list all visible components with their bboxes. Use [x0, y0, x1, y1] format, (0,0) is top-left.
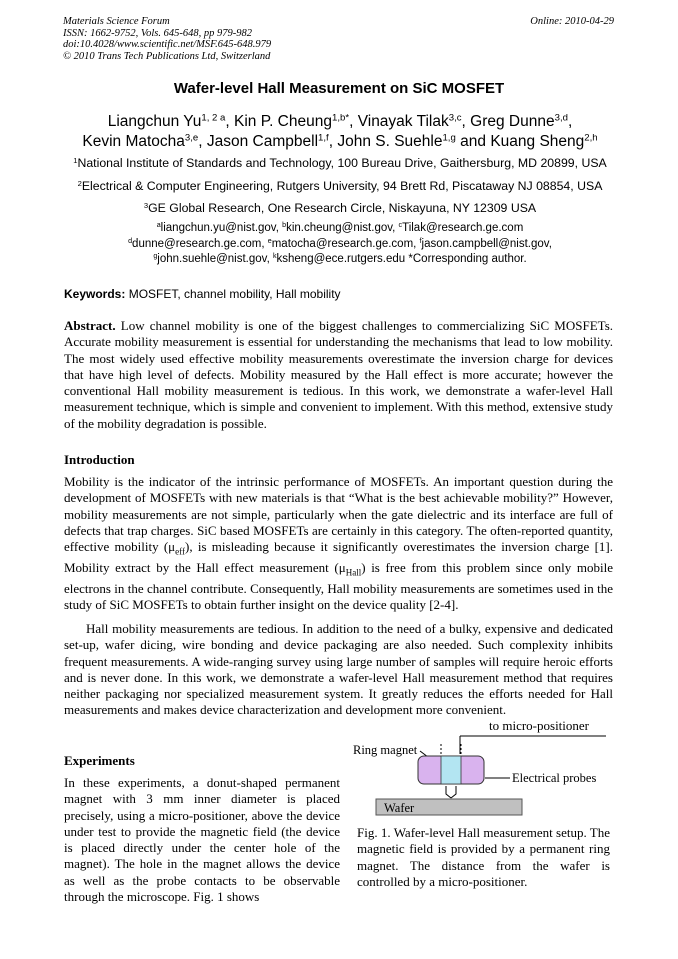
affiliation-sup: 3 — [143, 200, 149, 210]
author-list: Liangchun $Yu^{1, 2 a}$, Kin P. Cheung$^{1,b*}$, Vinayak Tilak$^{3,c}$, Greg Dunne$^{3,d}$, Kevin Matocha$^{3,e}$, Jason Campbell$^{1,f}$, John S. Suehle$^{1,g}$ and Kuang Sheng$^{2,h}$ — [82, 112, 598, 150]
positioner-label: to micro-positioner — [489, 718, 590, 733]
author-name: Kin P. Cheung — [234, 113, 332, 130]
intro-text: ), is misleading because it significantly overestimates the inversion charge [1]. Mobility extract by the Hall effect measurement (μ — [64, 539, 613, 576]
email-sup: f — [419, 236, 422, 245]
wafer-label: Wafer — [384, 801, 415, 815]
corresponding-note: *Corresponding author. — [408, 253, 527, 265]
probe-left — [446, 786, 451, 798]
affiliation-text: National Institute of Standards and Technology, 100 Bureau Drive, Gaithersburg, MD 20899, USA — [77, 156, 607, 170]
probe-right — [451, 786, 456, 798]
abstract-label: Abstract. — [64, 318, 116, 333]
email-link[interactable]: jason.campbell@nist.gov — [421, 237, 549, 250]
copyright-line: © 2010 Trans Tech Publications Ltd, Switzerland — [63, 50, 271, 62]
email-sup: k — [272, 252, 277, 261]
email-sup: e — [267, 236, 272, 245]
email-sup: c — [398, 221, 403, 230]
experiments-heading: Experiments — [64, 753, 135, 768]
author-name: John S. Suehle — [337, 133, 443, 150]
mu-hall-subscript: Hall — [345, 567, 362, 578]
introduction-heading: Introduction — [64, 452, 135, 467]
intro-text: Mobility is the indicator of the intrinsic performance of MOSFETs. An important question during the development of MOSFETs with new materials is that “What is the best achievable mobility?” However, mobility measurements are not simple, particularly when the gate dielectric and its interface are full of defects that trap charges. SiC based MOSFETs are certainly in this category. The often-reported quantity, effective mobility (μ — [64, 474, 613, 555]
keywords — [64, 287, 341, 301]
journal-header — [63, 16, 271, 62]
journal-name: Materials Science Forum — [63, 16, 170, 27]
affiliation-3 — [20, 201, 660, 215]
email-link[interactable]: Tilak@research.ge.com — [402, 222, 524, 234]
author-sup: 1,g — [442, 132, 456, 144]
affiliation-text: GE Global Research, One Research Circle, Niskayuna, NY 12309 USA — [148, 201, 537, 215]
paper-title: Wafer-level Hall Measurement on SiC MOSFET — [173, 80, 505, 97]
author-name: Jason Campbell — [206, 133, 319, 150]
email-link[interactable]: dunne@research.ge.com — [132, 237, 262, 250]
author-name: Kuang Sheng — [490, 133, 585, 150]
email-sup: a — [156, 221, 161, 230]
magnet-center-hole — [441, 756, 461, 784]
email-list: $^a$liangchun.yu@nist.gov, $^b$kin.cheung@nist.gov, $^c$Tilak@research.ge.com $^d$dunne@research.ge.com, $^e$matocha@research.ge.com, $^f$jason.campbell@nist.gov, $^g$john.suehle@nist.gov, $^k$ksheng@ece.rutgers.edu *Corresponding author. — [128, 221, 552, 265]
intro-text: ) is free from this problem since only mobile electrons in the channel contribute. Consequently, Hall mobility measurements are sometimes used in the study of SiC MOSFETs to obtain further insight on the device quality [2-4]. — [64, 560, 613, 613]
introduction-paragraph-1 — [64, 474, 613, 614]
abstract — [64, 318, 613, 432]
doi-line: doi:10.4028/www.scientific.net/MSF.645-648.979 — [63, 39, 272, 50]
introduction-paragraph-2: Hall mobility measurements are tedious. In addition to the need of a bulky, expensive and dedicated set-up, wafer dicing, wire bonding and device packaging are also needed. Such complexity inhibits frequent measurements. A wide-ranging survey using large number of samples will require heroic efforts and is never done. In this work, we demonstrate a wafer-level Hall measurement method that requires neither packaging nor specialized measurement system. It greatly reduces the efforts needed for Hall measurements and makes device characterization and development more convenient. — [64, 621, 613, 718]
author-sup: 1,f — [318, 132, 329, 144]
affiliation-1 — [20, 156, 660, 170]
affiliation-sup: 2 — [77, 178, 82, 188]
author-sup: 3,d — [554, 112, 568, 124]
author-sup: 2,h — [584, 132, 598, 144]
author-name: Greg Dunne — [470, 113, 555, 130]
affiliation-sup: 1 — [73, 155, 78, 165]
author-sup: 3,e — [184, 132, 199, 144]
abstract-text: Low channel mobility is one of the biggest challenges to commercializing SiC MOSFETs. Accurate mobility measurement is essential for understanding the mechanisms that lead to low mobility. The most widely used effective mobility measurements overestimate the inversion charge for devices that have high level of defects. Mobility measured by the Hall effect is more accurate; however the conventional Hall mobility measurement is tedious. In this work, we demonstrate a wafer-level Hall measurement technique, which is simple and convenient to implement. With this method, extensive study of the mobility degradation is possible. — [64, 318, 613, 431]
email-sup: d — [128, 236, 133, 245]
author-sup: 1, 2 a — [201, 112, 226, 124]
figure-1-diagram — [350, 716, 618, 821]
author-sup: 3,c — [448, 112, 462, 124]
email-link[interactable]: liangchun.yu@nist.gov — [160, 222, 276, 234]
ring-magnet-label: Ring magnet — [353, 743, 418, 757]
keywords-label: Keywords: — [64, 287, 126, 301]
email-link[interactable]: ksheng@ece.rutgers.edu — [276, 253, 406, 265]
online-date: Online: 2010-04-29 — [530, 16, 614, 27]
figure-1-caption: Fig. 1. Wafer-level Hall measurement setup. The magnetic field is provided by a permanent ring magnet. The distance from the wafer is controlled by a micro-positioner. — [357, 825, 610, 889]
email-sup: b — [282, 221, 287, 230]
author-connector: and — [460, 133, 486, 150]
affiliation-text: Electrical & Computer Engineering, Rutgers University, 94 Brett Rd, Piscataway NJ 08854, USA — [81, 179, 603, 193]
email-link[interactable]: john.suehle@nist.gov — [157, 253, 267, 265]
email-link[interactable]: kin.cheung@nist.gov — [286, 222, 393, 234]
electrical-probes-label: Electrical probes — [512, 771, 597, 785]
author-name: Liangchun Yu — [107, 113, 202, 130]
email-sup: g — [153, 252, 158, 261]
author-name: Vinayak Tilak — [357, 113, 449, 130]
author-name: Kevin Matocha — [82, 133, 185, 150]
keywords-text: MOSFET, channel mobility, Hall mobility — [128, 287, 341, 301]
affiliation-2 — [20, 179, 660, 193]
email-link[interactable]: matocha@research.ge.com — [271, 237, 414, 250]
experiments-paragraph-1: In these experiments, a donut-shaped permanent magnet with 3 mm inner diameter is placed precisely, using a micro-positioner, above the device under test to provide the magnetic field (the device is placed directly under the center hole of the magnet). The hole in the magnet allows the device as well as the probe contacts to be observable through the microscope. Fig. 1 shows — [64, 775, 340, 905]
author-sup: 1,b* — [331, 112, 350, 124]
issn-line: ISSN: 1662-9752, Vols. 645-648, pp 979-982 — [63, 27, 252, 39]
mu-eff-subscript: eff — [175, 546, 185, 557]
